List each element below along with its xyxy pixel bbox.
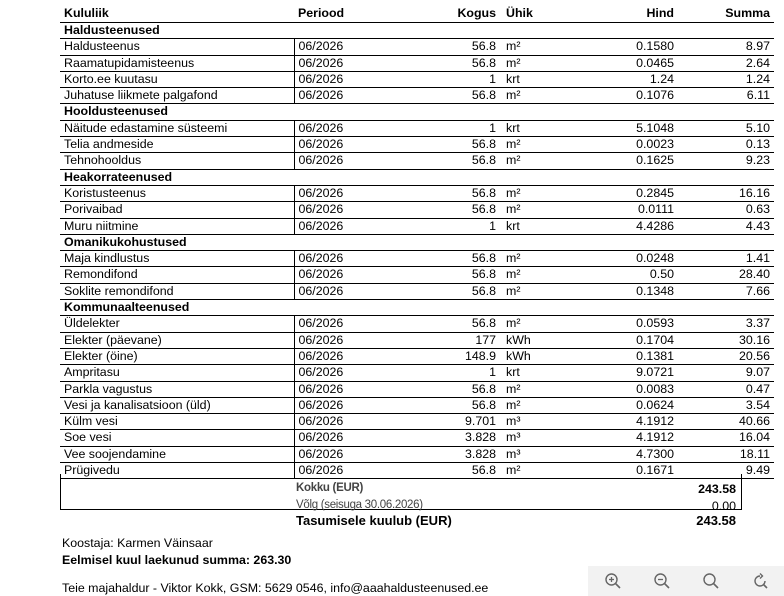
row-name: Porivaibad (60, 202, 294, 218)
row-sum: 8.97 (678, 39, 774, 55)
row-period: 06/2026 (294, 365, 416, 381)
row-name: Parkla vagustus (60, 381, 294, 397)
row-unit: m³ (502, 414, 566, 430)
row-name: Koristusteenus (60, 185, 294, 201)
row-price: 0.2845 (566, 185, 678, 201)
row-name: Telia andmeside (60, 137, 294, 153)
row-sum: 16.16 (678, 185, 774, 201)
row-name: Maja kindlustus (60, 251, 294, 267)
row-qty: 56.8 (416, 55, 502, 71)
search-button[interactable] (700, 570, 722, 592)
row-qty: 9.701 (416, 414, 502, 430)
table-header-row (60, 6, 774, 23)
row-qty: 56.8 (416, 202, 502, 218)
row-qty: 56.8 (416, 463, 502, 479)
row-sum: 2.64 (678, 55, 774, 71)
row-sum: 9.23 (678, 153, 774, 169)
row-sum: 20.56 (678, 348, 774, 364)
row-sum: 18.11 (678, 446, 774, 462)
row-price: 0.0111 (566, 202, 678, 218)
row-sum: 1.41 (678, 251, 774, 267)
total-value: 243.58 (698, 482, 736, 496)
row-period: 06/2026 (294, 397, 416, 413)
table-row (60, 88, 774, 104)
row-qty: 1 (416, 71, 502, 87)
row-unit: m² (502, 185, 566, 201)
table-row (60, 430, 774, 446)
row-period: 06/2026 (294, 348, 416, 364)
table-row (60, 137, 774, 153)
row-sum: 7.66 (678, 283, 774, 299)
row-period: 06/2026 (294, 185, 416, 201)
row-period: 06/2026 (294, 39, 416, 55)
payable-label: Tasumisele kuulub (EUR) (296, 513, 452, 528)
row-unit: m² (502, 88, 566, 104)
payable-row (60, 513, 740, 531)
row-qty: 56.8 (416, 185, 502, 201)
row-name: Vee soojendamine (60, 446, 294, 462)
row-qty: 56.8 (416, 267, 502, 283)
row-price: 0.1671 (566, 463, 678, 479)
row-sum: 9.49 (678, 463, 774, 479)
row-sum: 0.13 (678, 137, 774, 153)
row-qty: 148.9 (416, 348, 502, 364)
row-period: 06/2026 (294, 153, 416, 169)
table-row (60, 153, 774, 169)
row-period: 06/2026 (294, 414, 416, 430)
row-qty: 56.8 (416, 316, 502, 332)
row-price: 0.0248 (566, 251, 678, 267)
row-period: 06/2026 (294, 55, 416, 71)
total-row (60, 482, 740, 497)
table-row (60, 397, 774, 413)
row-period: 06/2026 (294, 381, 416, 397)
table-row (60, 316, 774, 332)
table-row (60, 283, 774, 299)
row-unit: m² (502, 202, 566, 218)
row-period: 06/2026 (294, 446, 416, 462)
row-name: Üldelekter (60, 316, 294, 332)
rotate-icon (751, 572, 769, 590)
row-name: Korto.ee kuutasu (60, 71, 294, 87)
row-sum: 3.54 (678, 397, 774, 413)
table-row (60, 218, 774, 234)
row-unit: m² (502, 39, 566, 55)
row-price: 0.1076 (566, 88, 678, 104)
row-unit: kWh (502, 332, 566, 348)
row-period: 06/2026 (294, 316, 416, 332)
cost-table-body (60, 23, 774, 479)
group-header-row (60, 169, 774, 185)
cost-table (60, 6, 774, 479)
row-period: 06/2026 (294, 88, 416, 104)
row-name: Näitude edastamine süsteemi (60, 120, 294, 136)
row-period: 06/2026 (294, 251, 416, 267)
row-unit: m³ (502, 430, 566, 446)
row-sum: 5.10 (678, 120, 774, 136)
row-qty: 1 (416, 120, 502, 136)
row-unit: m² (502, 153, 566, 169)
debt-value: 0.00 (711, 499, 736, 513)
group-title: Heakorrateenused (60, 169, 774, 185)
payable-value: 243.58 (696, 513, 736, 528)
row-name: Prügivedu (60, 463, 294, 479)
row-price: 4.7300 (566, 446, 678, 462)
row-price: 0.1704 (566, 332, 678, 348)
manager-contact: Teie majahaldur - Viktor Kokk, GSM: 5629 0546, info@aaahaldusteenused.ee (62, 581, 489, 595)
zoom-in-icon (604, 572, 622, 590)
row-qty: 1 (416, 365, 502, 381)
row-unit: m² (502, 267, 566, 283)
row-unit: m² (502, 55, 566, 71)
row-unit: m² (502, 316, 566, 332)
row-price: 0.1625 (566, 153, 678, 169)
col-header-period: Periood (294, 6, 416, 23)
row-unit: m² (502, 397, 566, 413)
row-sum: 28.40 (678, 267, 774, 283)
row-sum: 4.43 (678, 218, 774, 234)
row-qty: 3.828 (416, 430, 502, 446)
row-price: 4.4286 (566, 218, 678, 234)
row-price: 0.1381 (566, 348, 678, 364)
table-row (60, 348, 774, 364)
zoom-out-icon (653, 572, 671, 590)
row-name: Külm vesi (60, 414, 294, 430)
row-name: Soe vesi (60, 430, 294, 446)
table-row (60, 39, 774, 55)
row-unit: krt (502, 120, 566, 136)
group-title: Omanikukohustused (60, 234, 774, 250)
row-period: 06/2026 (294, 283, 416, 299)
row-price: 0.0023 (566, 137, 678, 153)
row-sum: 40.66 (678, 414, 774, 430)
prepared-by: Koostaja: Karmen Väinsaar (62, 536, 213, 550)
row-price: 0.0465 (566, 55, 678, 71)
row-name: Soklite remondifond (60, 283, 294, 299)
row-price: 0.0083 (566, 381, 678, 397)
table-row (60, 365, 774, 381)
row-sum: 0.63 (678, 202, 774, 218)
col-header-unit: Ühik (502, 6, 566, 23)
row-period: 06/2026 (294, 267, 416, 283)
row-price: 0.1580 (566, 39, 678, 55)
table-row (60, 185, 774, 201)
table-row (60, 381, 774, 397)
row-unit: krt (502, 71, 566, 87)
group-title: Kommunaalteenused (60, 300, 774, 316)
row-period: 06/2026 (294, 218, 416, 234)
row-price: 9.0721 (566, 365, 678, 381)
row-name: Ampritasu (60, 365, 294, 381)
table-row (60, 251, 774, 267)
row-unit: krt (502, 365, 566, 381)
row-price: 0.0593 (566, 316, 678, 332)
row-sum: 16.04 (678, 430, 774, 446)
row-name: Raamatupidamisteenus (60, 55, 294, 71)
viewer-toolbar (588, 566, 784, 596)
row-unit: m² (502, 137, 566, 153)
row-qty: 56.8 (416, 153, 502, 169)
row-period: 06/2026 (294, 202, 416, 218)
group-header-row (60, 234, 774, 250)
row-price: 4.1912 (566, 430, 678, 446)
row-unit: m² (502, 463, 566, 479)
row-unit: kWh (502, 348, 566, 364)
row-period: 06/2026 (294, 332, 416, 348)
table-row (60, 202, 774, 218)
col-header-price: Hind (566, 6, 678, 23)
zoom-in-button[interactable] (602, 570, 624, 592)
row-name: Remondifond (60, 267, 294, 283)
group-title: Haldusteenused (60, 23, 774, 39)
zoom-out-button[interactable] (651, 570, 673, 592)
row-price: 4.1912 (566, 414, 678, 430)
row-name: Vesi ja kanalisatsioon (üld) (60, 397, 294, 413)
row-name: Tehnohooldus (60, 153, 294, 169)
row-qty: 56.8 (416, 137, 502, 153)
row-name: Juhatuse liikmete palgafond (60, 88, 294, 104)
row-price: 1.24 (566, 71, 678, 87)
previous-payment: Eelmisel kuul laekunud summa: 263.30 (62, 553, 292, 567)
group-title: Hooldusteenused (60, 104, 774, 120)
group-header-row (60, 300, 774, 316)
table-row (60, 71, 774, 87)
row-qty: 56.8 (416, 251, 502, 267)
row-qty: 56.8 (416, 283, 502, 299)
row-name: Elekter (päevane) (60, 332, 294, 348)
total-label: Kokku (EUR) (296, 482, 363, 494)
row-sum: 6.11 (678, 88, 774, 104)
row-price: 0.0624 (566, 397, 678, 413)
debt-row (60, 499, 740, 514)
row-sum: 0.47 (678, 381, 774, 397)
table-row (60, 120, 774, 136)
debt-label: Võlg (seisuga 30.06.2026) (296, 499, 423, 511)
row-period: 06/2026 (294, 120, 416, 136)
row-qty: 177 (416, 332, 502, 348)
row-unit: m³ (502, 446, 566, 462)
row-qty: 3.828 (416, 446, 502, 462)
table-row (60, 55, 774, 71)
rotate-button[interactable] (749, 570, 771, 592)
table-row (60, 414, 774, 430)
row-period: 06/2026 (294, 463, 416, 479)
row-period: 06/2026 (294, 137, 416, 153)
col-header-name: Kululiik (60, 6, 294, 23)
row-qty: 1 (416, 218, 502, 234)
table-row (60, 446, 774, 462)
row-unit: m² (502, 381, 566, 397)
row-sum: 30.16 (678, 332, 774, 348)
row-period: 06/2026 (294, 71, 416, 87)
row-sum: 3.37 (678, 316, 774, 332)
group-header-row (60, 23, 774, 39)
group-header-row (60, 104, 774, 120)
table-row (60, 332, 774, 348)
row-qty: 56.8 (416, 397, 502, 413)
row-sum: 9.07 (678, 365, 774, 381)
row-period: 06/2026 (294, 430, 416, 446)
table-row (60, 267, 774, 283)
row-name: Haldusteenus (60, 39, 294, 55)
row-name: Muru niitmine (60, 218, 294, 234)
row-qty: 56.8 (416, 39, 502, 55)
row-price: 0.50 (566, 267, 678, 283)
row-unit: m² (502, 251, 566, 267)
row-name: Elekter (öine) (60, 348, 294, 364)
row-sum: 1.24 (678, 71, 774, 87)
row-qty: 56.8 (416, 381, 502, 397)
row-unit: m² (502, 283, 566, 299)
search-icon (702, 572, 720, 590)
row-price: 0.1348 (566, 283, 678, 299)
col-header-sum: Summa (678, 6, 774, 23)
col-header-qty: Kogus (416, 6, 502, 23)
row-price: 5.1048 (566, 120, 678, 136)
invoice-table-container (60, 6, 770, 479)
row-unit: krt (502, 218, 566, 234)
row-qty: 56.8 (416, 88, 502, 104)
